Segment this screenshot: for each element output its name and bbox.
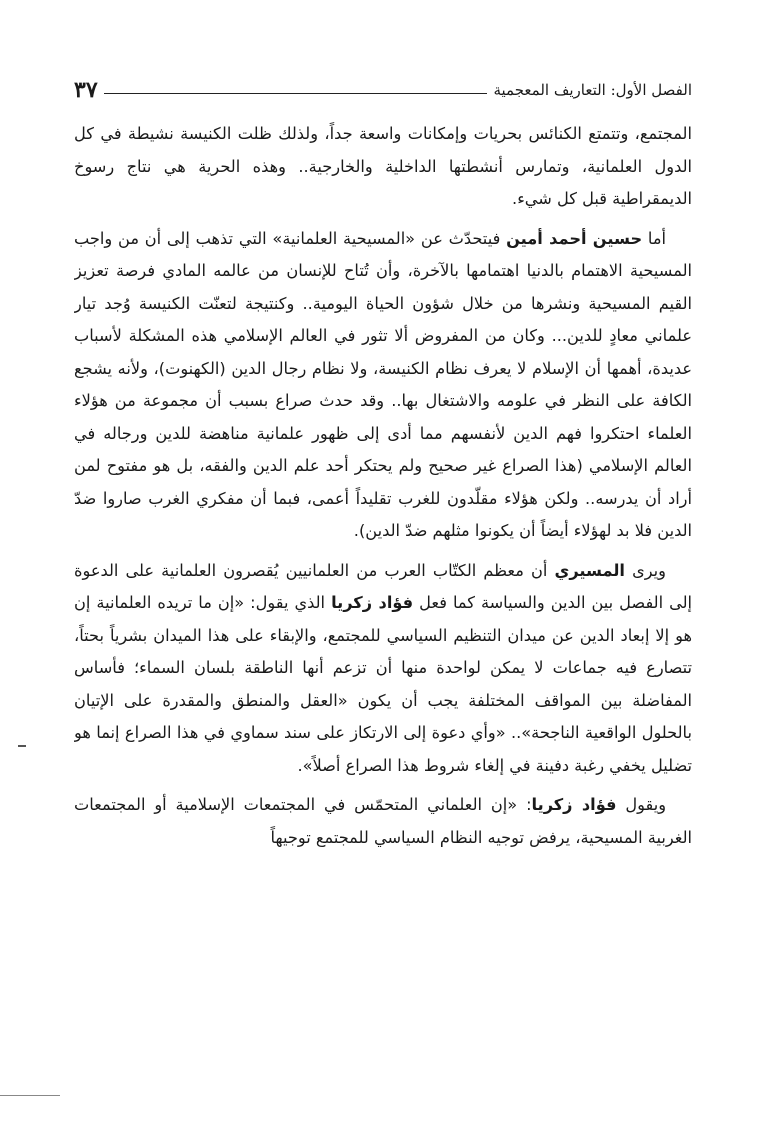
page-number: ٣٧ <box>74 77 98 103</box>
author-name: المسيري <box>554 560 625 580</box>
author-name: فؤاد زكريا <box>531 795 617 814</box>
paragraph-text: أن معظم الكتّاب العرب من العلمانيين يُقصرون العلمانية على الدعوة إلى الفصل بين الدين والسياسة كما فعل <box>74 560 692 612</box>
paragraph-text: أما <box>642 228 667 248</box>
author-name: فؤاد زكريا <box>331 593 414 612</box>
paragraph <box>74 789 692 854</box>
paragraph <box>74 223 692 548</box>
header-rule <box>104 93 488 94</box>
body-text <box>74 118 692 854</box>
paragraph-text: فيتحدّث عن «المسيحية العلمانية» التي تذهب إلى أن من واجب المسيحية الاهتمام بالدنيا اهتمامها بالآخرة، وأن تُتاح للإنسان من عالمه المادي فرصة تعزيز القيم المسيحية ونشرها من خلال شؤون الحياة اليومية.. وكنتيجة لتعنّت الكنيسة وُجد تيار علماني معادٍ للدين... وكان من المفروض ألا تثور في العالم الإسلامي هذه المشكلة لأسباب عديدة، أهمها أن الإسلام لا يعرف نظام الكنيسة، ولا نظام رجال الدين (الكهنوت)، ولأنه يشجع الكافة على النظر في علومه والاشتغال بها.. وقد حدث صراع بسبب أن مجموعة من هؤلاء العلماء احتكروا فهم الدين لأنفسهم مما أدى إلى ظهور علمانية مناهضة للدين ورجاله في العالم الإسلامي (هذا الصراع غير صحيح ولم يحتكر أحد علم الدين والفقه، بل هو مفتوح لمن أراد أن يدرسه.. ولكن هؤلاء مقلّدون للغرب تقليداً أعمى، فبما أن مفكري الغرب صاروا ضدّ الدين فلا بد لهؤلاء أيضاً أن يكونوا مثلهم ضدّ الدين). <box>74 228 692 540</box>
author-name: حسين أحمد أمين <box>506 228 643 248</box>
margin-mark <box>18 745 26 747</box>
paragraph-text: المجتمع، وتتمتع الكنائس بحريات وإمكانات واسعة جداً، ولذلك ظلت الكنيسة نشيطة في كل الدول العلمانية، وتمارس أنشطتها الداخلية والخارجية.. وهذه الحرية هي نتاج رسوخ الديمقراطية قبل كل شيء. <box>74 124 692 208</box>
paragraph-text: ويقول <box>616 795 667 814</box>
paragraph-text: : «إن العلماني المتحمّس في المجتمعات الإسلامية أو المجتمعات الغربية المسيحية، يرفض توجيه النظام السياسي للمجتمع توجيهاً <box>74 795 692 847</box>
chapter-title: الفصل الأول: التعاريف المعجمية <box>493 81 692 99</box>
paragraph-text: الذي يقول: «إن ما تريده العلمانية إن هو إلا إبعاد الدين عن ميدان التنظيم السياسي للمجتمع، والإبقاء على هذا الميدان بشرياً بحتاً، تتصارع فيه جماعات لا يمكن لواحدة منها أن تزعم أنها الناطقة بلسان السماء؛ فأساس المفاضلة بين المواقف المختلفة يجب أن يكون «العقل والمنطق والمقدرة على الإتيان بالحلول الواقعية الناجحة».. «وأي دعوة إلى الارتكاز على سند سماوي في هذا الصراع إنما هو تضليل يخفي رغبة دفينة في إلغاء شروط هذا الصراع أصلاً». <box>74 593 692 775</box>
paragraph <box>74 118 692 216</box>
footer-rule <box>0 1095 60 1096</box>
paragraph <box>74 555 692 783</box>
running-header <box>74 70 692 110</box>
book-page <box>74 70 692 1080</box>
paragraph-text: ويرى <box>624 560 666 580</box>
